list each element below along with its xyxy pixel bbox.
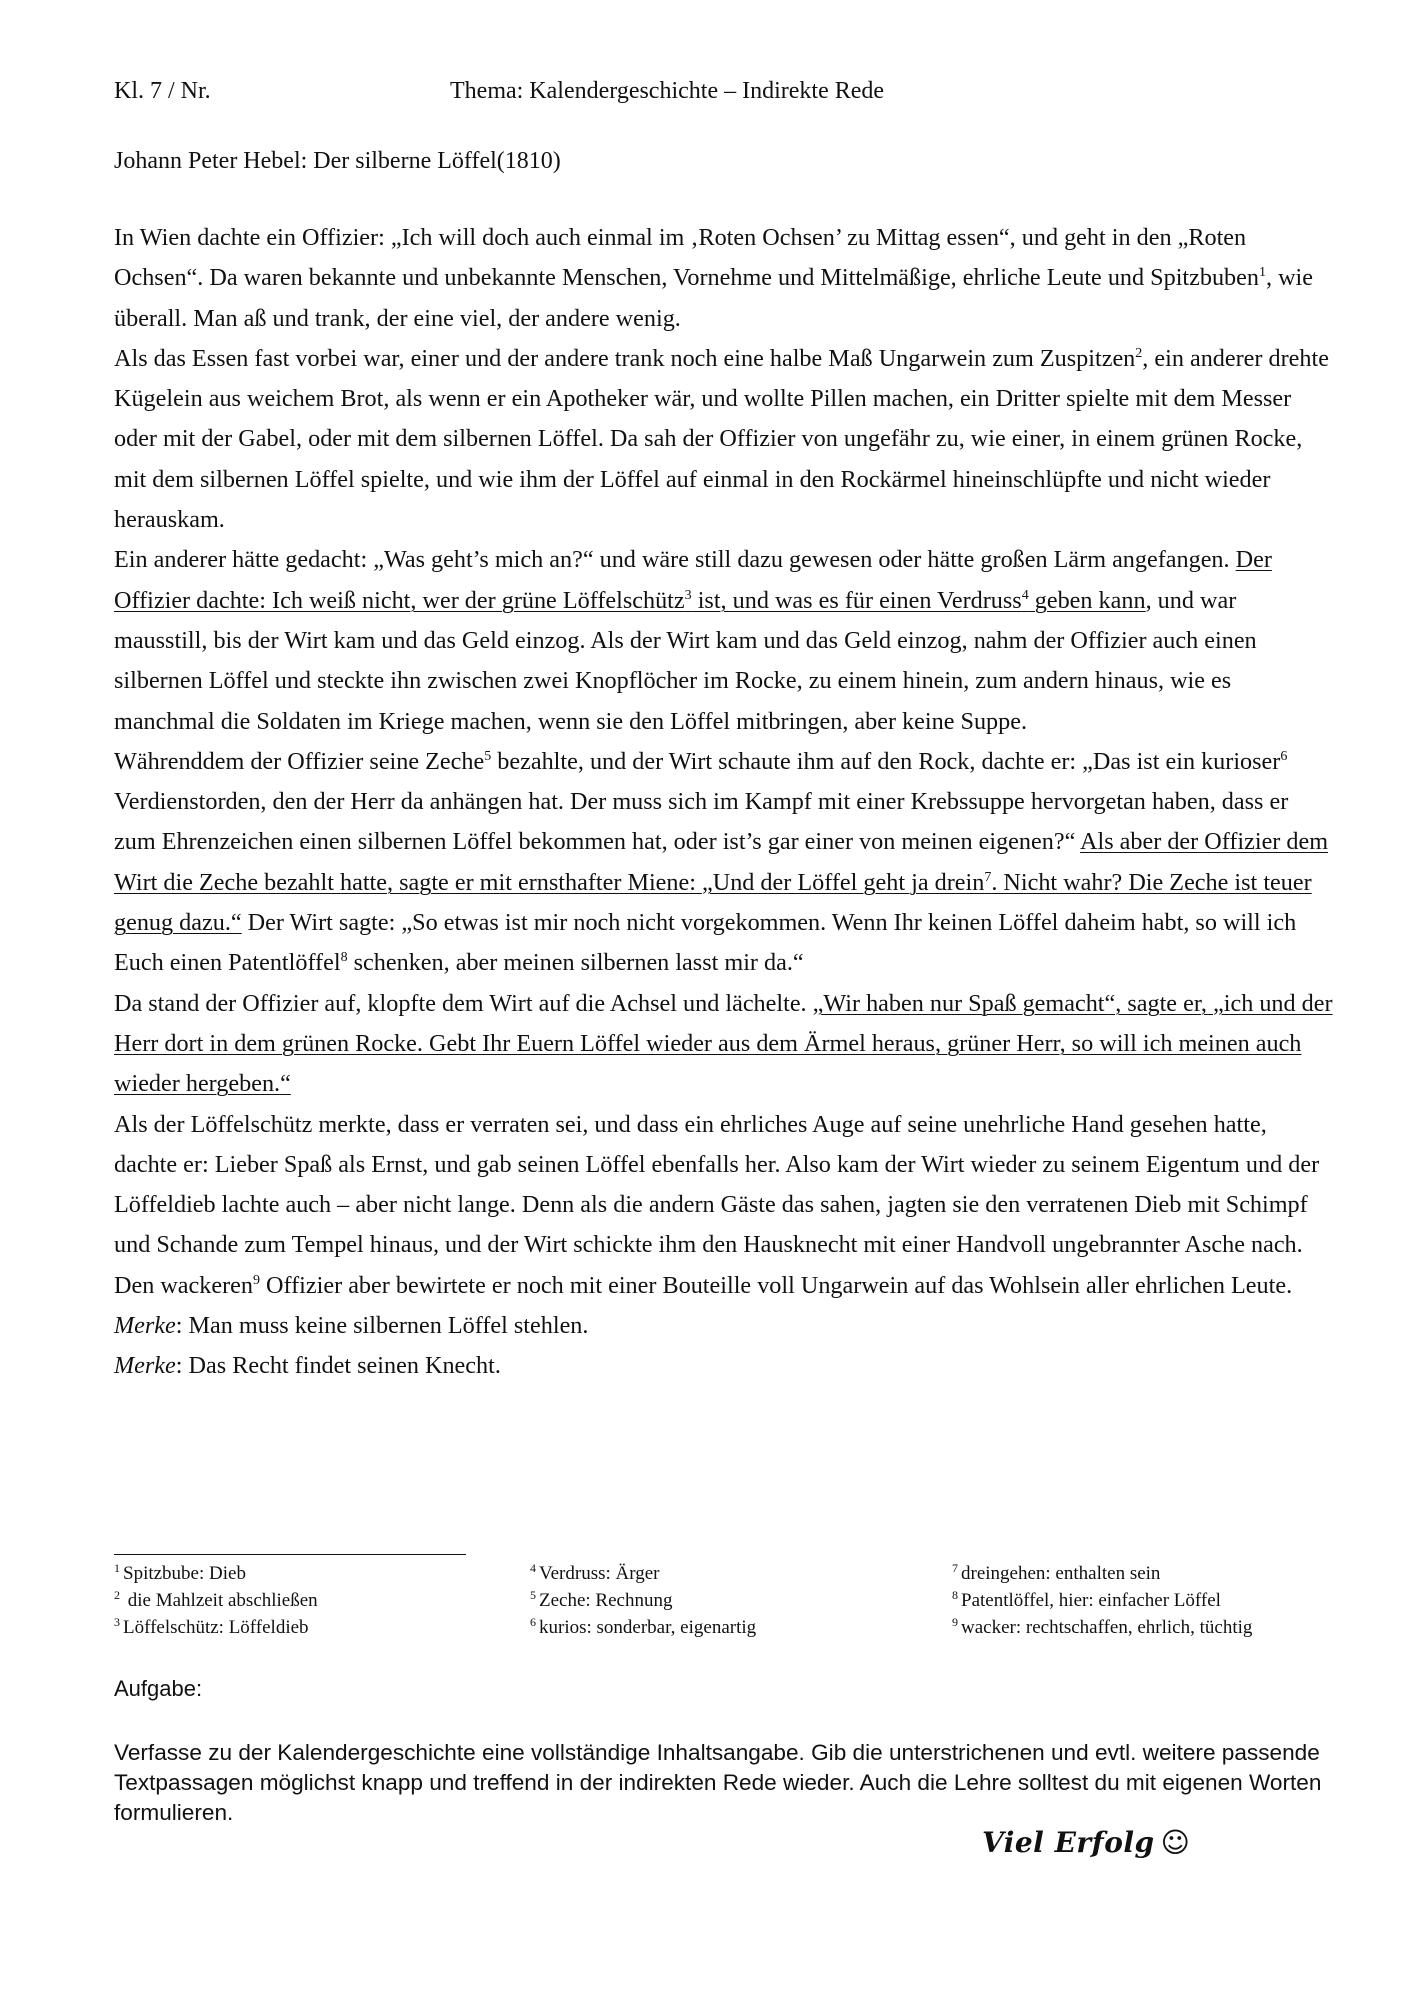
underlined-passage: Der Offizier dachte: Ich weiß nicht, wer der grüne Löffelschütz$^3$ ist, und was es für einen Verdruss$^4$ geben kann <box>114 546 1272 614</box>
story-paragraph: In Wien dachte ein Offizier: „Ich will doch auch einmal im ‚Roten Ochsen’ zu Mittag essen“, und geht in den „Roten Ochsen“. Da waren bekannte und unbekannte Menschen, Vornehme und Mittelmäßige, ehrliche Leute und Spitzbuben$^1$, wie überall. Man aß und trank, der eine viel, der andere wenig. <box>114 224 1314 332</box>
footnote-marker: 4 <box>1021 587 1029 603</box>
underlined-passage: „Wir haben nur Spaß gemacht“, sagte er, „ich und der Herr dort in dem grünen Rocke. Gebt Ihr Euern Löffel wieder aus dem Ärmel heraus, grüner Herr, so will ich meinen auch wieder hergeben.“ <box>114 989 1333 1098</box>
footnote-item: $^2$ die Mahlzeit abschließen <box>114 1587 318 1611</box>
footnote-item: $^3$ Löffelschütz: Löffeldieb <box>114 1614 309 1638</box>
footnote-item: $^8$ Patentlöffel, hier: einfacher Löffel <box>952 1587 1221 1611</box>
footnote-item: $^4$ Verdruss: Ärger <box>530 1560 660 1584</box>
footnote-item: $^7$ dreingehen: enthalten sein <box>952 1560 1161 1584</box>
topic-title: Thema: Kalendergeschichte – Indirekte Rede <box>450 78 885 104</box>
footnote-marker: 3 <box>684 587 692 603</box>
story-text <box>114 218 1334 1387</box>
smiley-icon: ☺ <box>1160 1826 1191 1859</box>
footnote-item: $^6$ kurios: sonderbar, eigenartig <box>530 1614 757 1638</box>
footnote-marker: 6 <box>1280 748 1288 764</box>
story-paragraph: Währenddem der Offizier seine Zeche$^5$ bezahlte, und der Wirt schaute ihm auf den Rock, dachte er: „Das ist ein kurioser$^6$ Verdienstorden, den der Herr da anhängen hat. Der muss sich im Kampf mit einer Krebssuppe hervorgetan haben, dass er zum Ehrenzeichen einen silbernen Löffel bekommen hat, oder ist’s gar einer von meinen eigenen?“ Als aber der Offizier dem Wirt die Zeche bezahlt hatte, sagte er mit ernsthafter Miene: „Und der Löffel geht ja drein$^7$. Nicht wahr? Die Zeche ist teuer genug dazu.“ Der Wirt sagte: „So etwas ist mir noch nicht vorgekommen. Wenn Ihr keinen Löffel daheim habt, so will ich Euch einen Patentlöffel$^8$ schenken, aber meinen silbernen lasst mir da.“ <box>114 747 1329 977</box>
story-paragraph: Da stand der Offizier auf, klopfte dem Wirt auf die Achsel und lächelte. „Wir haben nur Spaß gemacht“, sagte er, „ich und der Herr dort in dem grünen Rocke. Gebt Ihr Euern Löffel wieder aus dem Ärmel heraus, grüner Herr, so will ich meinen auch wieder hergeben.“ <box>114 989 1333 1098</box>
story-author-title: Johann Peter Hebel: Der silberne Löffel(1810) <box>114 148 561 174</box>
footnote-column <box>952 1560 1252 1641</box>
class-number: Kl. 7 / Nr. <box>114 78 211 104</box>
footnote-marker: 2 <box>1135 345 1143 361</box>
footnote-marker: 5 <box>484 748 492 764</box>
signoff <box>982 1826 1190 1859</box>
footnote-item: $^5$ Zeche: Rechnung <box>530 1587 673 1611</box>
signoff-text: Viel Erfolg <box>982 1826 1155 1859</box>
task-text: Verfasse zu der Kalendergeschichte eine vollständige Inhaltsangabe. Gib die unterstrichenen und evtl. weitere passende Textpassagen möglichst knapp und treffend in der indirekten Rede wieder. Auch die Lehre solltest du mit eigenen Worten formulieren. <box>114 1740 1322 1825</box>
moral-label: Merke <box>114 1312 176 1340</box>
footnote-marker: 8 <box>340 950 348 966</box>
moral-line: Merke: Man muss keine silbernen Löffel stehlen. <box>114 1312 589 1340</box>
moral-label: Merke <box>114 1352 176 1380</box>
task-heading: Aufgabe: <box>114 1676 203 1701</box>
story-paragraph: Ein anderer hätte gedacht: „Was geht’s mich an?“ und wäre still dazu gewesen oder hätte großen Lärm angefangen. Der Offizier dachte: Ich weiß nicht, wer der grüne Löffelschütz$^3$ ist, und was es für einen Verdruss$^4$ geben kann, und war mausstill, bis der Wirt kam und das Geld einzog. Als der Wirt kam und das Geld einzog, nahm der Offizier auch einen silbernen Löffel und steckte ihn zwischen zwei Knopflöcher im Rocke, zu einem hinein, zum andern hinaus, wie es manchmal die Soldaten im Kriege machen, wenn sie den Löffel mitbringen, aber keine Suppe. <box>114 546 1272 735</box>
header <box>114 78 1314 110</box>
footnote-item: $^1$ Spitzbube: Dieb <box>114 1560 246 1584</box>
footnote-column <box>114 1560 318 1641</box>
story-paragraph: Als der Löffelschütz merkte, dass er verraten sei, und dass ein ehrliches Auge auf seine unehrliche Hand gesehen hatte, dachte er: Lieber Spaß als Ernst, und gab seinen Löffel ebenfalls her. Also kam der Wirt wieder zu seinem Eigentum und der Löffeldieb lachte auch – aber nicht lange. Denn als die andern Gäste das sahen, jagten sie den verratenen Dieb mit Schimpf und Schande zum Tempel hinaus, und der Wirt schickte ihm den Hausknecht mit einer Handvoll ungebrannter Asche nach. Den wackeren$^9$ Offizier aber bewirtete er noch mit einer Bouteille voll Ungarwein auf das Wohlsein aller ehrlichen Leute. <box>114 1110 1320 1299</box>
footnote-marker: 1 <box>1258 265 1266 281</box>
footnote-item: $^9$ wacker: rechtschaffen, ehrlich, tüchtig <box>952 1614 1253 1638</box>
footnote-marker: 7 <box>984 869 992 885</box>
footnote-divider <box>114 1554 466 1555</box>
underlined-passage: Als aber der Offizier dem Wirt die Zeche bezahlt hatte, sagte er mit ernsthafter Miene: „Und der Löffel geht ja drein$^7$. Nicht wahr? Die Zeche ist teuer genug dazu.“ <box>114 828 1329 937</box>
footnote-marker: 9 <box>253 1272 260 1288</box>
footnote-column <box>530 1560 756 1641</box>
story-paragraph: Als das Essen fast vorbei war, einer und der andere trank noch eine halbe Maß Ungarwein zum Zuspitzen$^2$, ein anderer drehte Kügelein aus weichem Brot, als wenn er ein Apotheker wär, und wollte Pillen machen, ein Dritter spielte mit dem Messer oder mit der Gabel, oder mit dem silbernen Löffel. Da sah der Offizier von ungefähr zu, wie einer, in einem grünen Rocke, mit dem silbernen Löffel spielte, und wie ihm der Löffel auf einmal in den Rockärmel hineinschlüpfte und nicht wieder herauskam. <box>114 344 1329 534</box>
moral-line: Merke: Das Recht findet seinen Knecht. <box>114 1352 501 1380</box>
